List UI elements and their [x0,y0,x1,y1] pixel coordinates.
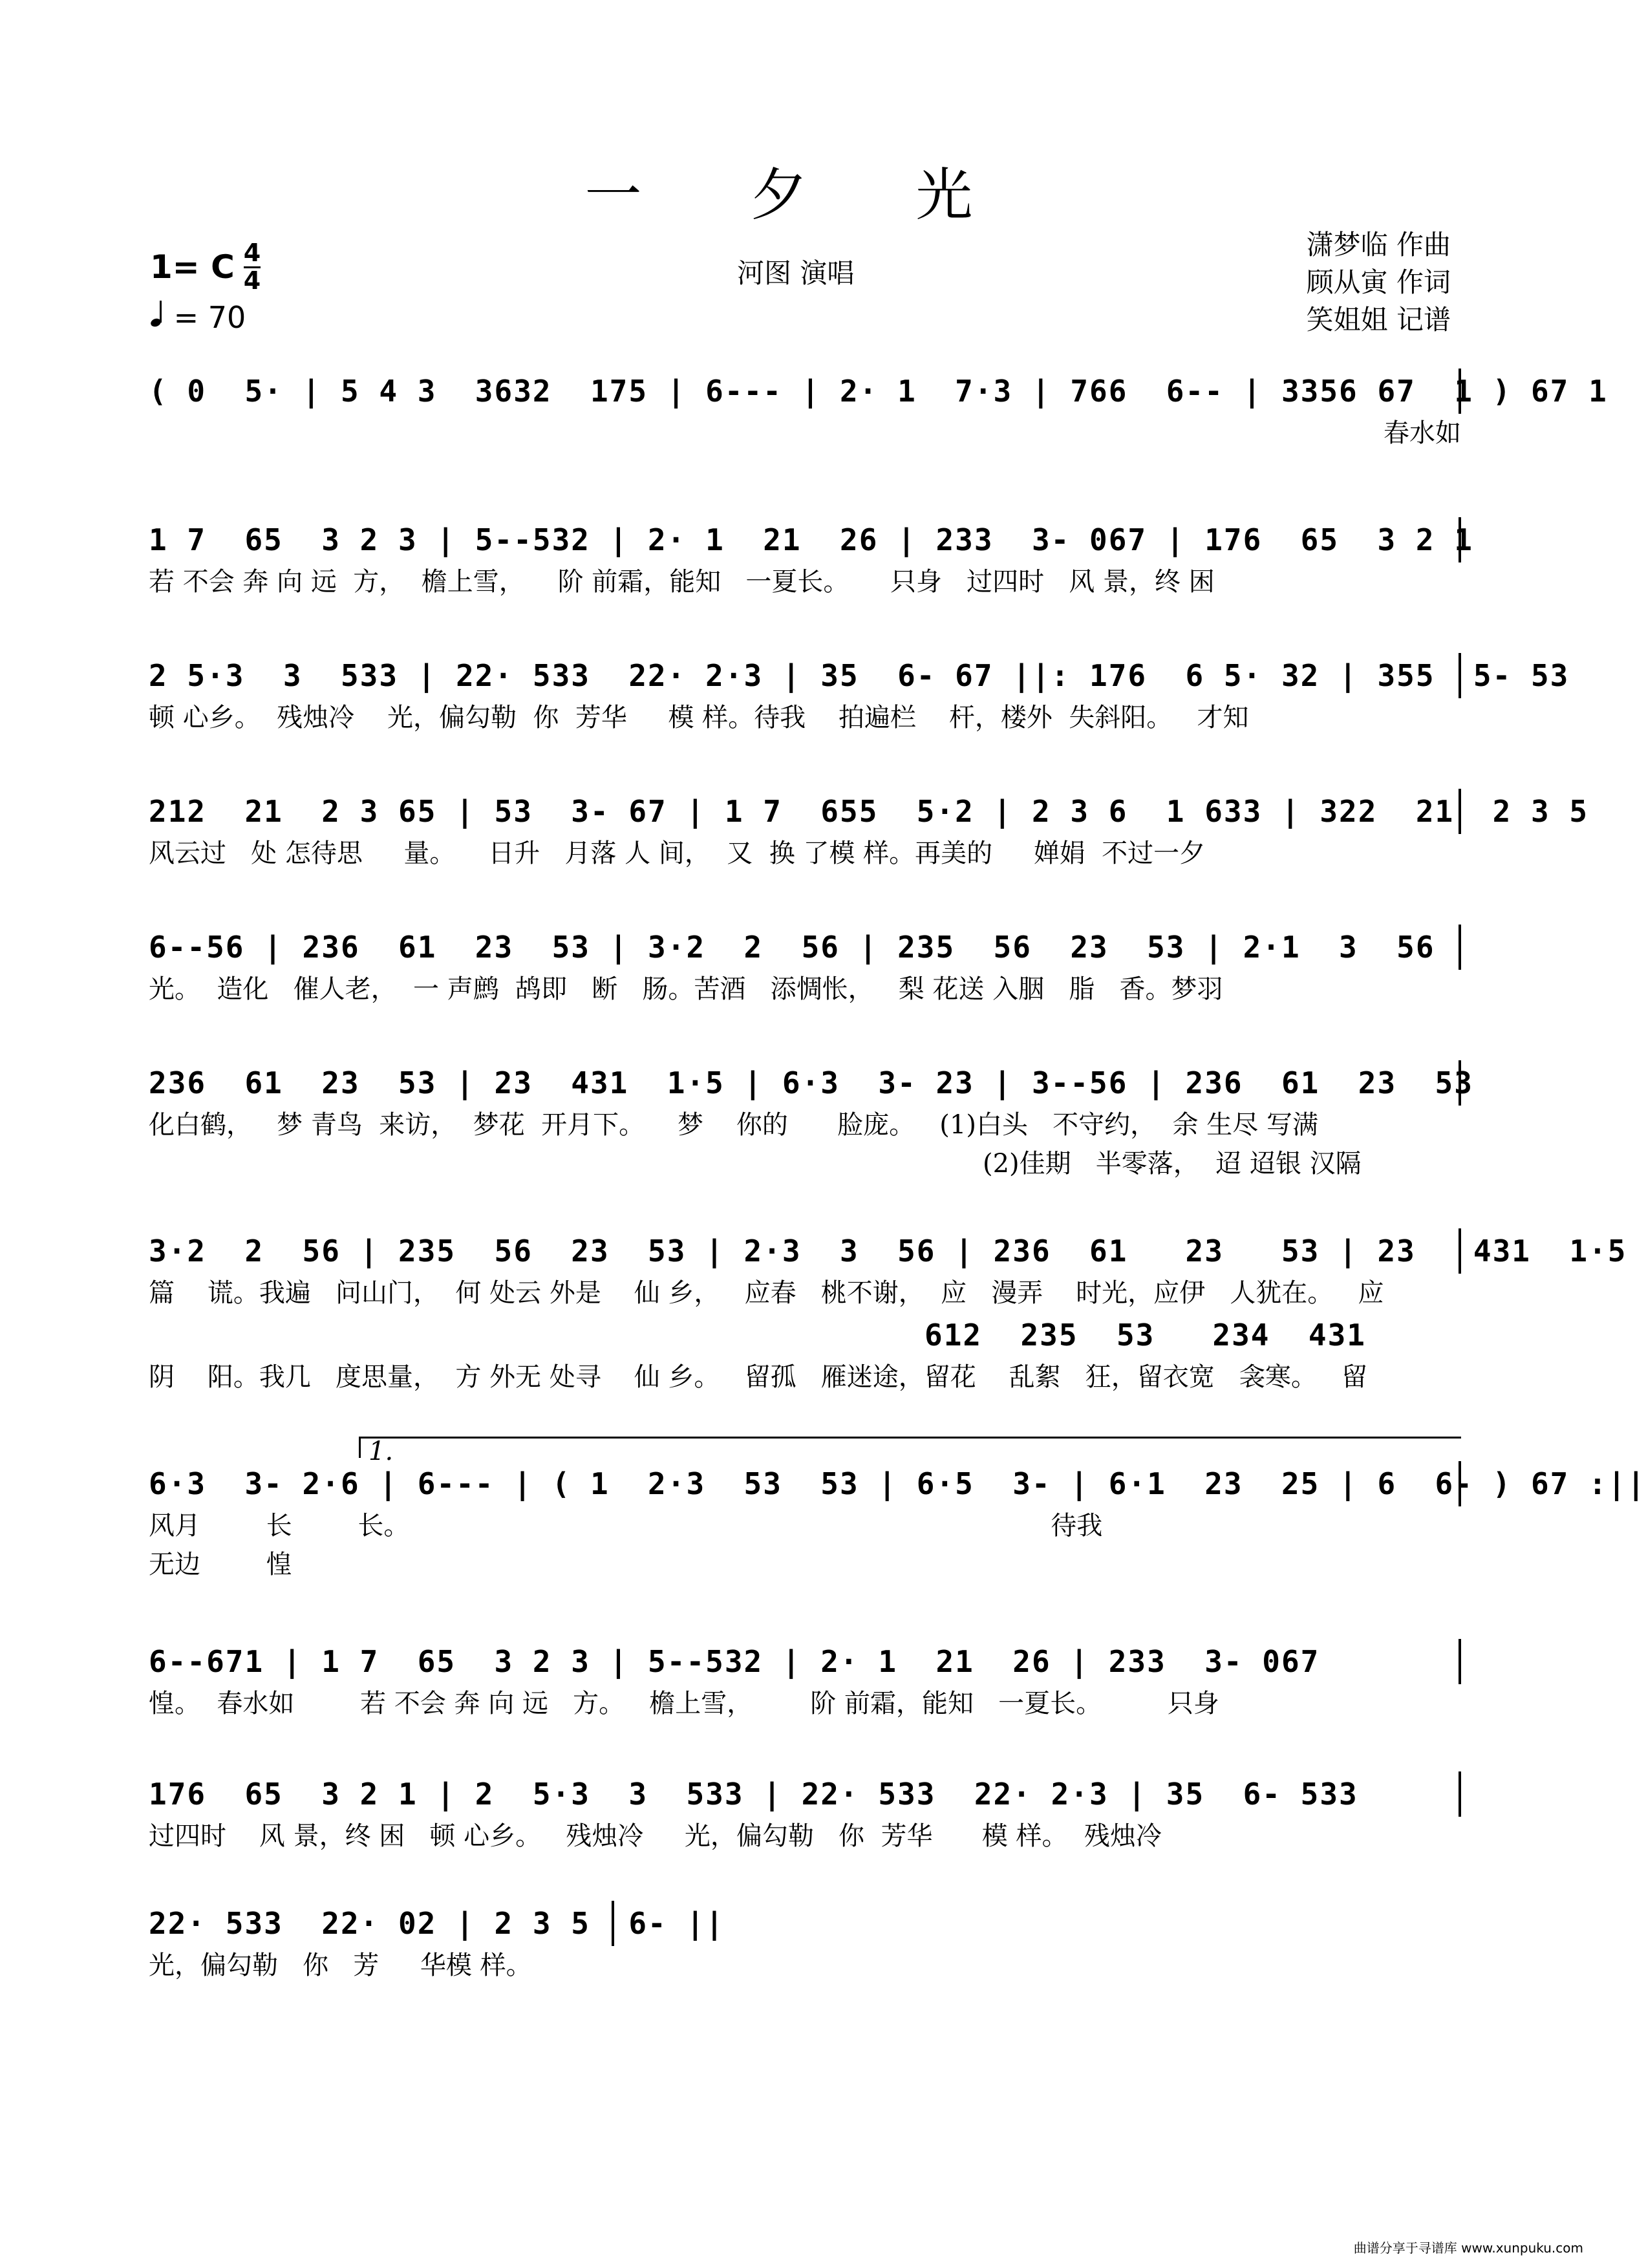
site-footer: 曲谱分享于寻谱库 www.xunpuku.com [1353,2240,1583,2256]
alternate-notation-line: 612 235 53 234 431 [925,1318,1366,1353]
composer-credit: 潇梦临 作曲 [1306,229,1451,261]
lyrics-line: 篇 谎。我遍 问山门， 何 处云 外是 仙 乡， 应春 桃不谢， 应 漫弄 时光，应伊 人犹在。 应 [149,1278,1384,1308]
notation-line: 3·2 2 56 | 235 56 23 53 | 2·3 3 56 | 236 61 23 53 | 23 431 1·5 [149,1228,1461,1274]
score-system [149,1060,1473,1183]
notation-line: 6·3 3- 2·6 | 6--- | ( 1 2·3 53 53 | 6·5 3- | 6·1 23 25 | 6 6- ) 67 :|| [149,1461,1461,1506]
lyrics-line: 若 不会 奔 向 远 方， 檐上雪， 阶 前霜，能知 一夏长。 只身 过四时 风 景，终 困 [149,567,1215,597]
score-system [149,1639,1461,1723]
score-system [149,1228,1627,1396]
time-signature-bottom: 4 [243,266,261,295]
lyrics-line: 阴 阳。我几 度思量， 方 外无 处寻 仙 乡。 留孤 雁迷途，留花 乱絮 狂，留衣宽 衾寒。 留 [149,1362,1368,1392]
lyrics-line: 风月 长 长。 待我 [149,1511,1103,1541]
tempo-value: = 70 [173,300,246,335]
time-signature [244,241,261,293]
score-system [149,369,1608,453]
tempo-marking [150,299,261,335]
notation-line: 1 7 65 3 2 3 | 5--532 | 2· 1 21 26 | 233 3- 067 | 176 65 3 2 1 [149,517,1461,562]
song-title: 一 夕 光 [584,162,1018,228]
notation-line: 236 61 23 53 | 23 431 1·5 | 6·3 3- 23 | 3--56 | 236 61 23 53 [149,1060,1461,1106]
key-signature [150,241,261,293]
lyrics-line: 光。 造化 催人老， 一 声鹧 鸪即 断 肠。苦酒 添惆怅， 梨 花送 入胭 脂 香。梦羽 [149,974,1223,1004]
lyrics-line: 化白鹤， 梦 青鸟 来访， 梦花 开月下。 梦 你的 脸庞。 (1)白头 不守约， 余 生尽 写满 [149,1110,1318,1140]
lyrics-line: 惶。 春水如 若 不会 奔 向 远 方。 檐上雪， 阶 前霜，能知 一夏长。 只身 [149,1689,1219,1718]
lyrics-line: 光，偏勾勒 你 芳 华模 样。 [149,1951,532,1980]
score-system [149,653,1570,737]
credits [1307,226,1451,339]
score-system [149,789,1589,873]
score-system [149,1901,725,1985]
lyrics-line: 无边 惶 [149,1550,292,1579]
lyrics-line: 过四时 风 景，终 困 顿 心乡。 残烛冷 光，偏勾勒 你 芳华 模 样。 残烛冷 [149,1821,1162,1851]
key-label: 1= C [150,248,235,286]
notation-line: 2 5·3 3 533 | 22· 533 22· 2·3 | 35 6- 67 ||: 176 6 5· 32 | 355 5- 53 [149,653,1461,698]
score-system [149,517,1473,601]
singer-credit: 河图 演唱 [737,257,855,289]
lyrics-line: 春水如 [1384,418,1461,448]
quarter-note-icon [150,299,164,328]
notation-line: 212 21 2 3 65 | 53 3- 67 | 1 7 655 5·2 | 2 3 6 1 633 | 322 21 2 3 5 [149,789,1461,834]
meta-left [150,241,261,335]
first-ending-bracket: 1. [359,1437,1461,1458]
notation-line: 176 65 3 2 1 | 2 5·3 3 533 | 22· 533 22· 2·3 | 35 6- 533 [149,1771,1461,1817]
notation-line: 6--56 | 236 61 23 53 | 3·2 2 56 | 235 56 23 53 | 2·1 3 56 [149,925,1461,970]
score-system [149,1771,1461,1856]
time-signature-top: 4 [243,239,261,267]
notation-line: 22· 533 22· 02 | 2 3 5 6- || [149,1901,614,1946]
score-system [149,925,1461,1009]
notation-line: 6--671 | 1 7 65 3 2 3 | 5--532 | 2· 1 21 26 | 233 3- 067 [149,1639,1461,1684]
transcriber-credit: 笑姐姐 记谱 [1306,304,1451,336]
notation-line: ( 0 5· | 5 4 3 3632 175 | 6--- | 2· 1 7·3 | 766 6-- | 3356 67 1 ) 67 1 [149,369,1461,414]
score-system [149,1461,1646,1584]
lyrics-line: 顿 心乡。 残烛冷 光，偏勾勒 你 芳华 模 样。待我 拍遍栏 杆，楼外 失斜阳。 才知 [149,703,1249,733]
lyricist-credit: 顾从寅 作词 [1306,266,1451,298]
lyrics-line: (2)佳期 半零落， 迢 迢银 汉隔 [983,1149,1362,1179]
lyrics-line: 风云过 处 怎待思 量。 日升 月落 人 间， 又 换 了模 样。再美的 婵娟 不过一夕 [149,839,1206,868]
